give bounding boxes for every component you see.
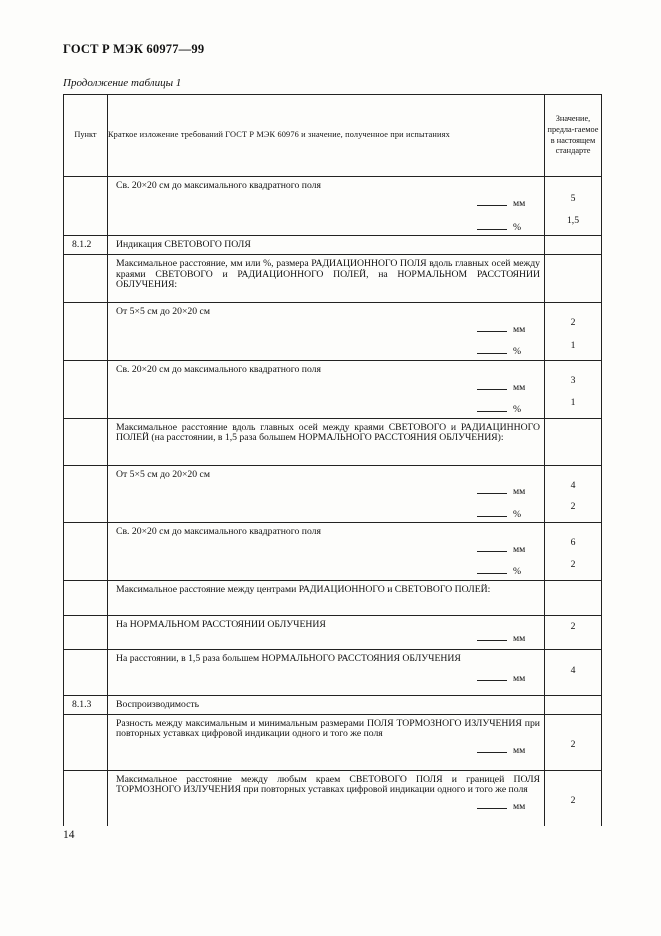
unit-label: мм <box>513 633 526 645</box>
requirement-cell <box>108 580 545 615</box>
unit-label: мм <box>513 486 526 498</box>
value-cell <box>545 177 602 236</box>
requirement-cell <box>108 361 545 418</box>
requirement-cell <box>108 770 545 826</box>
table-row <box>64 580 602 615</box>
unit-label: мм <box>513 744 526 756</box>
table-row <box>64 303 602 361</box>
table-row <box>64 236 602 255</box>
value-cell <box>545 361 602 418</box>
value-cell <box>545 770 602 826</box>
value-blank <box>477 566 507 574</box>
table-row <box>64 465 602 522</box>
value-cell <box>545 714 602 770</box>
item-cell <box>64 361 108 418</box>
item-cell <box>64 418 108 465</box>
requirement-text: Максимальное расстояние вдоль главных осей между краями СВЕТОВОГО и РАДИАЦИННОГО ПОЛЕЙ (на расстоянии, в 1,5 раза большем НОРМАЛЬНОГО РАССТОЯНИЯ ОБЛУЧЕНИЯ): <box>116 421 540 444</box>
table-caption: Продолжение таблицы 1 <box>63 77 182 89</box>
table-row <box>64 418 602 465</box>
value-blank <box>477 745 507 753</box>
item-cell <box>64 714 108 770</box>
value-text: 3 <box>570 375 576 387</box>
value-blank <box>477 544 507 552</box>
column-header-item: Пункт <box>64 95 108 177</box>
unit-label: % <box>513 221 522 233</box>
table-row <box>64 255 602 303</box>
item-cell <box>64 523 108 580</box>
value-text: 2 <box>570 501 576 513</box>
unit-label: мм <box>513 323 526 335</box>
table-row <box>64 615 602 649</box>
item-cell: 8.1.3 <box>64 695 108 714</box>
requirements-table <box>63 94 602 826</box>
requirement-cell <box>108 303 545 361</box>
value-blank <box>477 404 507 412</box>
item-cell <box>64 303 108 361</box>
value-blank <box>477 801 507 809</box>
table-row <box>64 714 602 770</box>
value-blank <box>477 486 507 494</box>
value-cell <box>545 580 602 615</box>
table-row <box>64 695 602 714</box>
table-row <box>64 523 602 580</box>
value-text: 2 <box>570 620 576 632</box>
requirement-text: От 5×5 см до 20×20 см <box>116 306 210 318</box>
column-header-value: Значение, предла-гаемое в настоящем стандарте <box>545 95 602 177</box>
value-blank <box>477 673 507 681</box>
requirement-text: От 5×5 см до 20×20 см <box>116 468 210 480</box>
value-blank <box>477 198 507 206</box>
value-text: 1 <box>570 339 576 351</box>
value-text: 2 <box>570 317 576 329</box>
unit-label: мм <box>513 543 526 555</box>
value-text: 2 <box>570 738 576 750</box>
value-blank <box>477 633 507 641</box>
value-text: 1 <box>570 396 576 408</box>
item-cell: 8.1.2 <box>64 236 108 255</box>
value-cell <box>545 615 602 649</box>
document-code: ГОСТ Р МЭК 60977—99 <box>63 42 205 56</box>
value-text: 2 <box>570 558 576 570</box>
unit-label: % <box>513 404 522 416</box>
value-text: 4 <box>570 664 576 676</box>
requirement-cell <box>108 695 545 714</box>
requirement-cell <box>108 649 545 695</box>
unit-label: мм <box>513 198 526 210</box>
requirement-cell <box>108 418 545 465</box>
requirement-cell <box>108 236 545 255</box>
unit-label: % <box>513 566 522 578</box>
requirement-cell <box>108 615 545 649</box>
value-blank <box>477 222 507 230</box>
item-cell <box>64 177 108 236</box>
requirement-text: Разность между максимальным и минимальным размерами ПОЛЯ ТОРМОЗНОГО ИЗЛУЧЕНИЯ при повторных уставках цифровой индикации одного и того же поля <box>116 717 540 740</box>
unit-label: % <box>513 508 522 520</box>
value-blank <box>477 324 507 332</box>
table-row <box>64 177 602 236</box>
column-header-requirement: Краткое изложение требований ГОСТ Р МЭК 60976 и значение, полученное при испытаниях <box>108 95 545 177</box>
requirement-text: Максимальное расстояние между любым краем СВЕТОВОГО ПОЛЯ и границей ПОЛЯ ТОРМОЗНОГО ИЗЛУЧЕНИЯ при повторных уставках цифровой индикации одного и того же поля <box>116 773 540 796</box>
value-cell <box>545 236 602 255</box>
requirement-text: Максимальное расстояние, мм или %, размера РАДИАЦИОННОГО ПОЛЯ вдоль главных осей между краями СВЕТОВОГО и РАДИАЦИОННОГО ПОЛЕЙ, на НОРМАЛЬНОМ РАССТОЯНИИ ОБЛУЧЕНИЯ: <box>116 258 540 291</box>
value-text: 6 <box>570 537 576 549</box>
value-cell <box>545 695 602 714</box>
value-cell <box>545 523 602 580</box>
item-cell <box>64 649 108 695</box>
item-cell <box>64 770 108 826</box>
value-cell <box>545 255 602 303</box>
requirement-cell <box>108 465 545 522</box>
value-blank <box>477 382 507 390</box>
requirement-cell <box>108 523 545 580</box>
value-blank <box>477 346 507 354</box>
requirement-cell <box>108 714 545 770</box>
item-cell <box>64 615 108 649</box>
unit-label: % <box>513 346 522 358</box>
requirement-text: На НОРМАЛЬНОМ РАССТОЯНИИ ОБЛУЧЕНИЯ <box>116 618 326 630</box>
value-cell <box>545 418 602 465</box>
table-row <box>64 361 602 418</box>
requirement-text: Индикация СВЕТОВОГО ПОЛЯ <box>116 239 251 251</box>
requirement-text: Св. 20×20 см до максимального квадратного поля <box>116 526 321 538</box>
value-text: 2 <box>570 794 576 806</box>
value-cell <box>545 303 602 361</box>
value-cell <box>545 649 602 695</box>
value-text: 5 <box>570 193 576 204</box>
table-row <box>64 649 602 695</box>
requirement-text: Воспроизводимость <box>116 698 200 710</box>
unit-label: мм <box>513 800 526 812</box>
value-text: 1,5 <box>566 215 580 227</box>
item-cell <box>64 255 108 303</box>
table-header-row <box>64 95 602 177</box>
item-cell <box>64 465 108 522</box>
requirement-text: Максимальное расстояние между центрами РАДИАЦИОННОГО и СВЕТОВОГО ПОЛЕЙ: <box>116 583 491 595</box>
requirement-text: На расстоянии, в 1,5 раза большем НОРМАЛЬНОГО РАССТОЯНИЯ ОБЛУЧЕНИЯ <box>116 652 461 664</box>
table-row <box>64 770 602 826</box>
value-cell <box>545 465 602 522</box>
unit-label: мм <box>513 381 526 393</box>
item-cell <box>64 580 108 615</box>
requirement-text: Св. 20×20 см до максимального квадратного поля <box>116 180 321 191</box>
page-number: 14 <box>63 829 75 841</box>
requirement-text: Св. 20×20 см до максимального квадратного поля <box>116 364 321 376</box>
value-blank <box>477 509 507 517</box>
unit-label: мм <box>513 673 526 685</box>
requirement-cell <box>108 255 545 303</box>
value-text: 4 <box>570 479 576 491</box>
requirement-cell <box>108 177 545 236</box>
